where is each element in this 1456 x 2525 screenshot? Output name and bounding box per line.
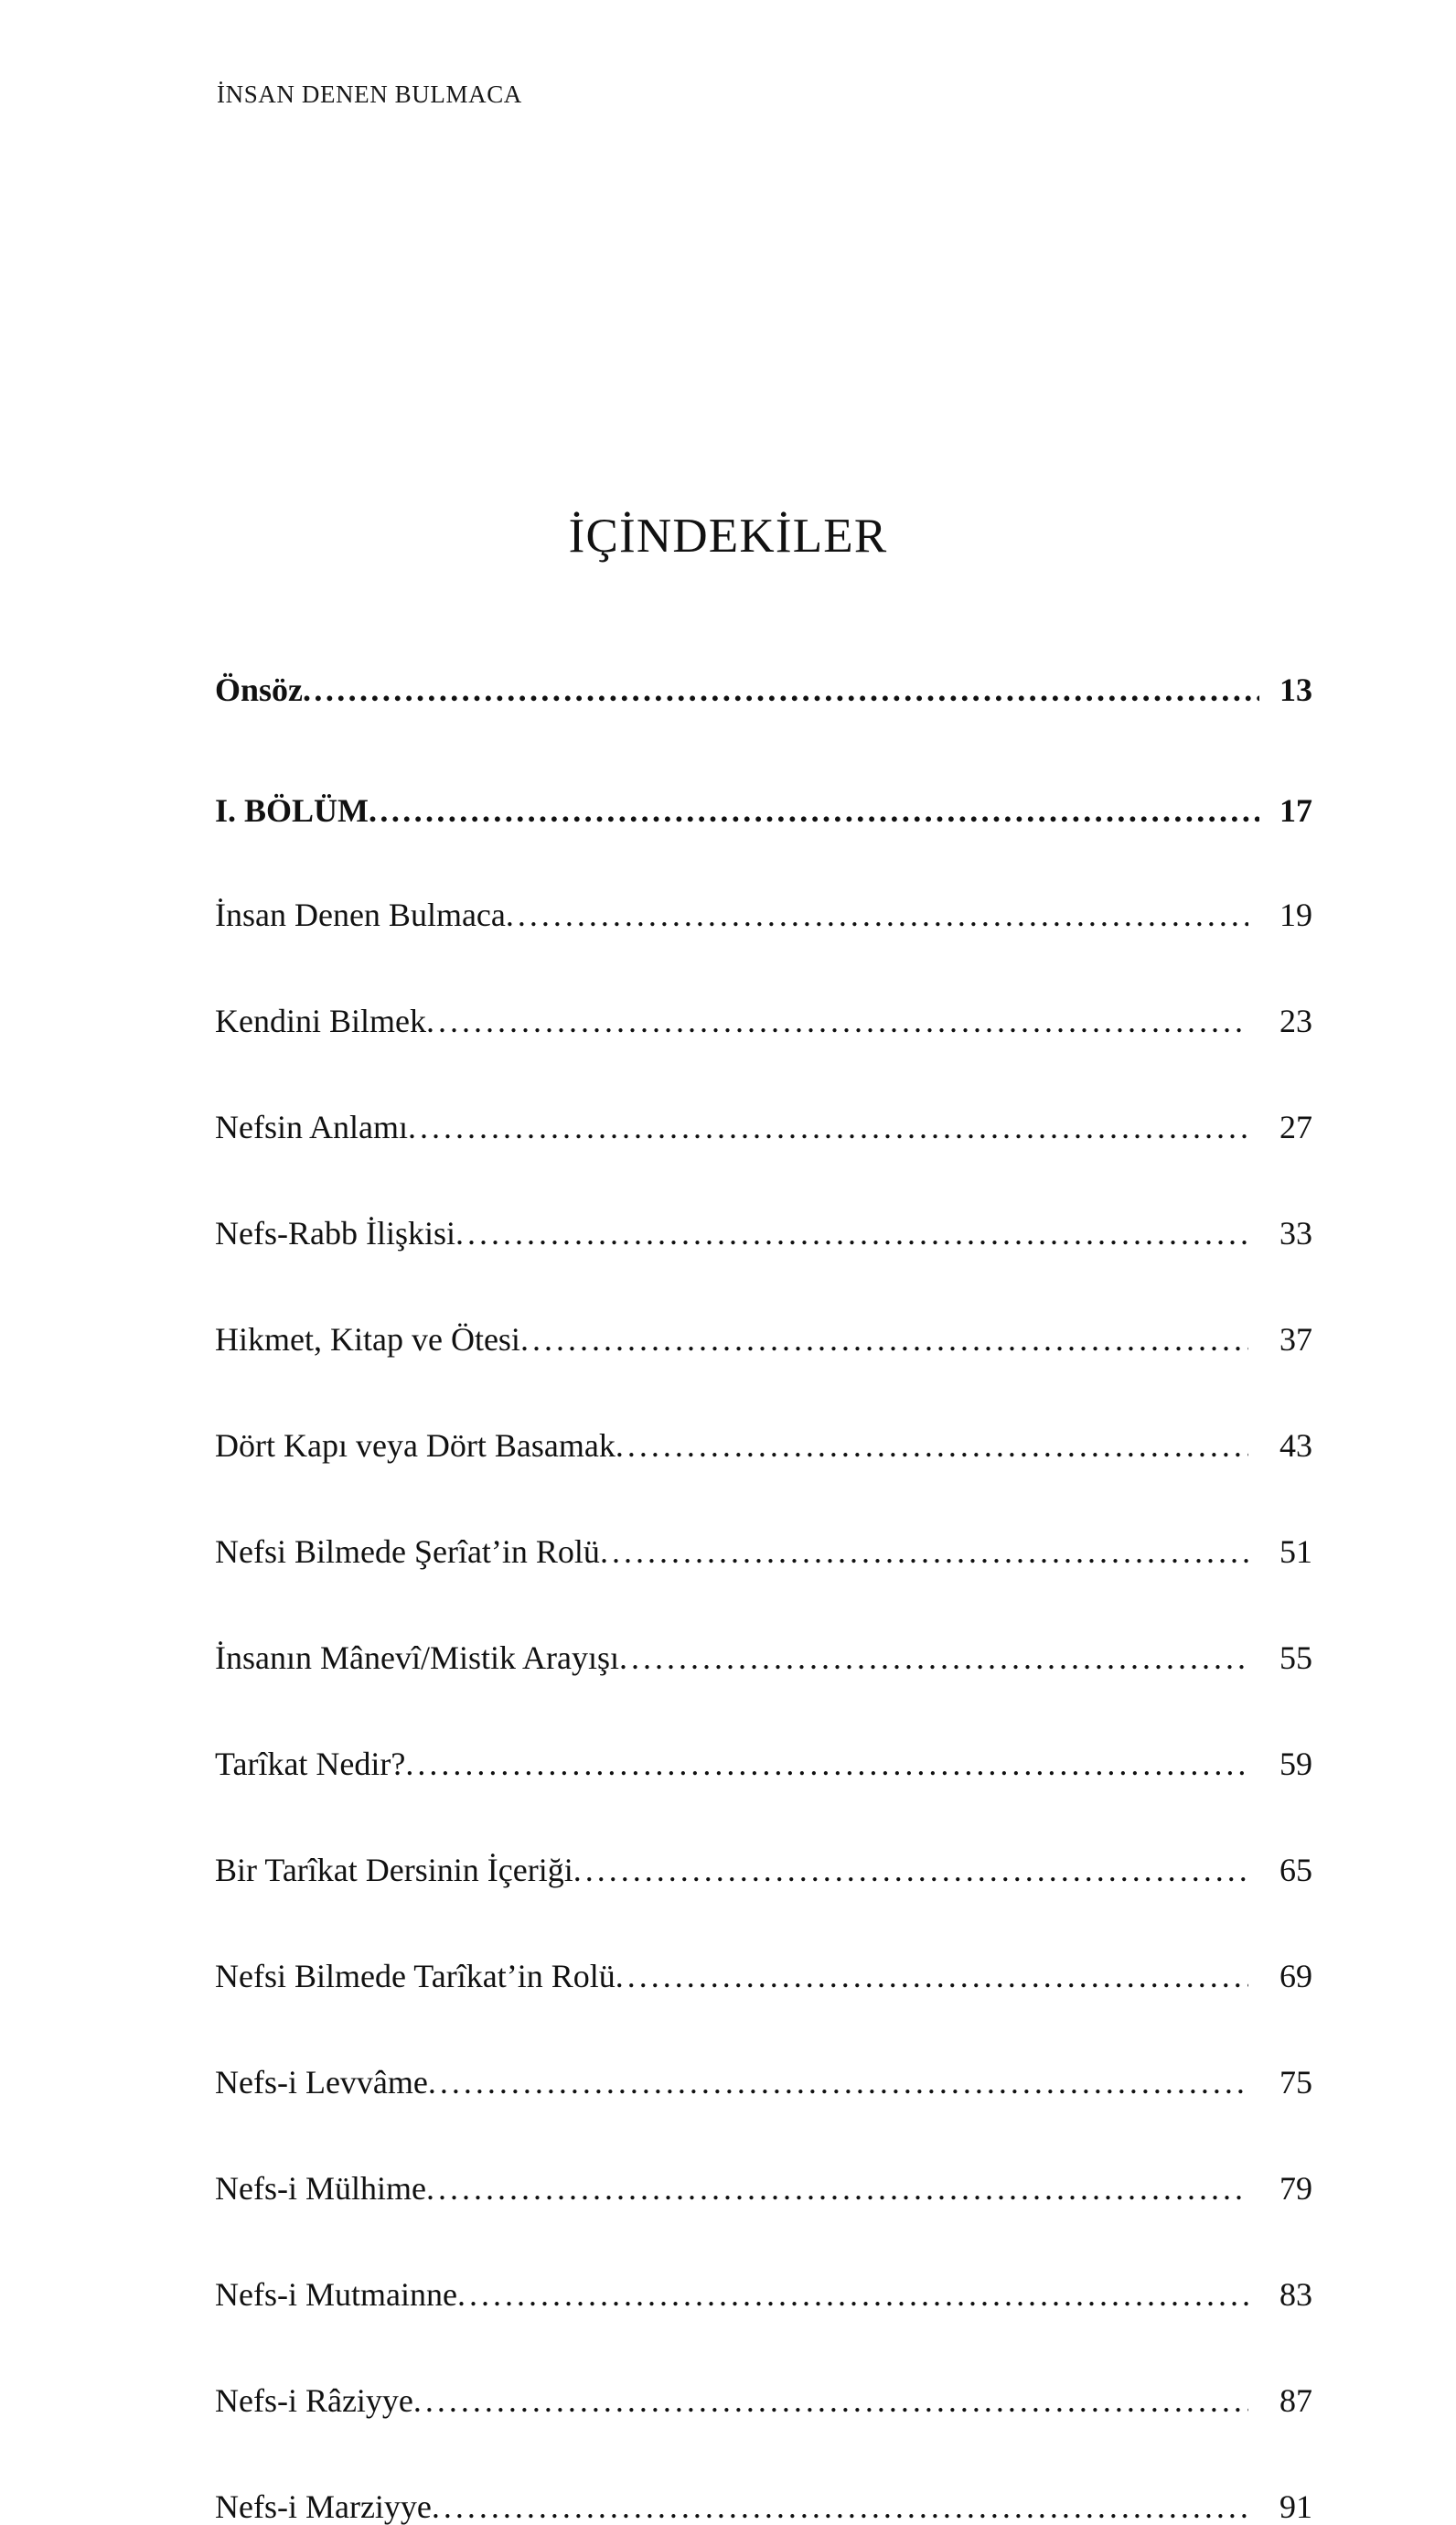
row-spacer xyxy=(215,1568,1312,1641)
dot-leader xyxy=(457,2278,1248,2311)
row-spacer xyxy=(215,2205,1312,2278)
toc-entry-12[interactable] xyxy=(215,2066,1312,2099)
toc-entry-3[interactable] xyxy=(215,1111,1312,1144)
toc-entry-label: Nefs-i Levvâme xyxy=(215,2064,428,2101)
row-spacer xyxy=(215,1462,1312,1535)
toc-entry-label: Nefs-Rabb İlişkisi xyxy=(215,1215,455,1252)
toc-entry-page: 79 xyxy=(1279,2170,1312,2207)
toc-entry-page: 87 xyxy=(1279,2382,1312,2419)
toc-entry-5[interactable] xyxy=(215,1323,1312,1356)
row-spacer xyxy=(215,1356,1312,1429)
row-spacer xyxy=(215,827,1312,898)
toc-entry-page: 51 xyxy=(1279,1533,1312,1570)
dot-leader xyxy=(455,1217,1248,1250)
dot-leader xyxy=(600,1535,1248,1568)
toc-entry-page: 83 xyxy=(1279,2276,1312,2313)
toc-part-page: 17 xyxy=(1279,792,1312,829)
toc-entry-6[interactable] xyxy=(215,1429,1312,1462)
row-spacer xyxy=(215,1886,1312,1960)
section-gap xyxy=(215,706,1312,794)
toc-entry-4[interactable] xyxy=(215,1217,1312,1250)
toc-entry-10[interactable] xyxy=(215,1853,1312,1886)
toc-part-label: I. BÖLÜM xyxy=(215,792,369,829)
toc-entry-label: İnsan Denen Bulmaca xyxy=(215,897,506,933)
dot-leader xyxy=(432,2490,1248,2523)
toc-entry-onsoz[interactable] xyxy=(215,673,1312,706)
toc-entry-page: 75 xyxy=(1279,2064,1312,2101)
toc-entry-label: Nefs-i Marziyye xyxy=(215,2488,432,2525)
toc-entry-page: 69 xyxy=(1279,1958,1312,1994)
row-spacer xyxy=(215,1993,1312,2066)
toc-entry-page: 91 xyxy=(1279,2488,1312,2525)
running-header: İNSAN DENEN BULMACA xyxy=(217,81,522,108)
dot-leader xyxy=(426,2172,1248,2205)
dot-leader xyxy=(573,1853,1248,1886)
toc-entry-9[interactable] xyxy=(215,1747,1312,1780)
toc-entry-label: İnsanın Mânevî/Mistik Arayışı xyxy=(215,1639,619,1676)
row-spacer xyxy=(215,931,1312,1005)
dot-leader xyxy=(303,673,1259,706)
toc-entry-label: Nefs-i Mutmainne xyxy=(215,2276,457,2313)
row-spacer xyxy=(215,1037,1312,1111)
toc-entry-14[interactable] xyxy=(215,2278,1312,2311)
toc-entry-label: Nefs-i Râziyye xyxy=(215,2382,413,2419)
toc-entry-label: Nefsi Bilmede Tarîkat’in Rolü xyxy=(215,1958,616,1994)
toc-entry-7[interactable] xyxy=(215,1535,1312,1568)
toc-entry-16[interactable] xyxy=(215,2490,1312,2523)
toc-part-heading-1[interactable] xyxy=(215,794,1312,827)
toc-entry-label: Dört Kapı veya Dört Basamak xyxy=(215,1427,616,1464)
toc-entry-page: 59 xyxy=(1279,1746,1312,1782)
toc-entry-2[interactable] xyxy=(215,1005,1312,1037)
page-title: İÇİNDEKİLER xyxy=(568,510,888,563)
dot-leader xyxy=(428,2066,1248,2099)
toc-entry-page: 13 xyxy=(1279,672,1312,708)
toc-entry-label: Tarîkat Nedir? xyxy=(215,1746,406,1782)
dot-leader xyxy=(369,794,1259,827)
dot-leader xyxy=(619,1641,1248,1674)
toc-entry-page: 55 xyxy=(1279,1639,1312,1676)
toc-entry-page: 19 xyxy=(1279,897,1312,933)
toc-entry-page: 27 xyxy=(1279,1109,1312,1145)
toc-entry-label: Bir Tarîkat Dersinin İçeriği xyxy=(215,1852,573,1888)
toc-entry-8[interactable] xyxy=(215,1641,1312,1674)
row-spacer xyxy=(215,2417,1312,2490)
table-of-contents xyxy=(215,673,1312,2523)
row-spacer xyxy=(215,1780,1312,1853)
toc-entry-label: Nefs-i Mülhime xyxy=(215,2170,426,2207)
toc-entry-11[interactable] xyxy=(215,1960,1312,1993)
dot-leader xyxy=(506,898,1248,931)
toc-entry-page: 43 xyxy=(1279,1427,1312,1464)
dot-leader xyxy=(616,1429,1248,1462)
dot-leader xyxy=(616,1960,1248,1993)
dot-leader xyxy=(520,1323,1248,1356)
row-spacer xyxy=(215,1250,1312,1323)
toc-entry-1[interactable] xyxy=(215,898,1312,931)
toc-entry-page: 23 xyxy=(1279,1003,1312,1039)
toc-entry-label: Kendini Bilmek xyxy=(215,1003,426,1039)
dot-leader xyxy=(408,1111,1248,1144)
toc-entry-page: 37 xyxy=(1279,1321,1312,1358)
toc-entry-page: 65 xyxy=(1279,1852,1312,1888)
dot-leader xyxy=(405,1747,1248,1780)
dot-leader xyxy=(426,1005,1248,1037)
row-spacer xyxy=(215,1144,1312,1217)
toc-entry-page: 33 xyxy=(1279,1215,1312,1252)
toc-entry-13[interactable] xyxy=(215,2172,1312,2205)
dot-leader xyxy=(413,2384,1248,2417)
row-spacer xyxy=(215,1674,1312,1747)
toc-entry-label: Hikmet, Kitap ve Ötesi xyxy=(215,1321,520,1358)
row-spacer xyxy=(215,2099,1312,2172)
toc-entry-label: Önsöz xyxy=(215,672,304,708)
toc-entry-15[interactable] xyxy=(215,2384,1312,2417)
row-spacer xyxy=(215,2311,1312,2384)
toc-entry-label: Nefsin Anlamı xyxy=(215,1109,408,1145)
toc-entry-label: Nefsi Bilmede Şerîat’in Rolü xyxy=(215,1533,600,1570)
